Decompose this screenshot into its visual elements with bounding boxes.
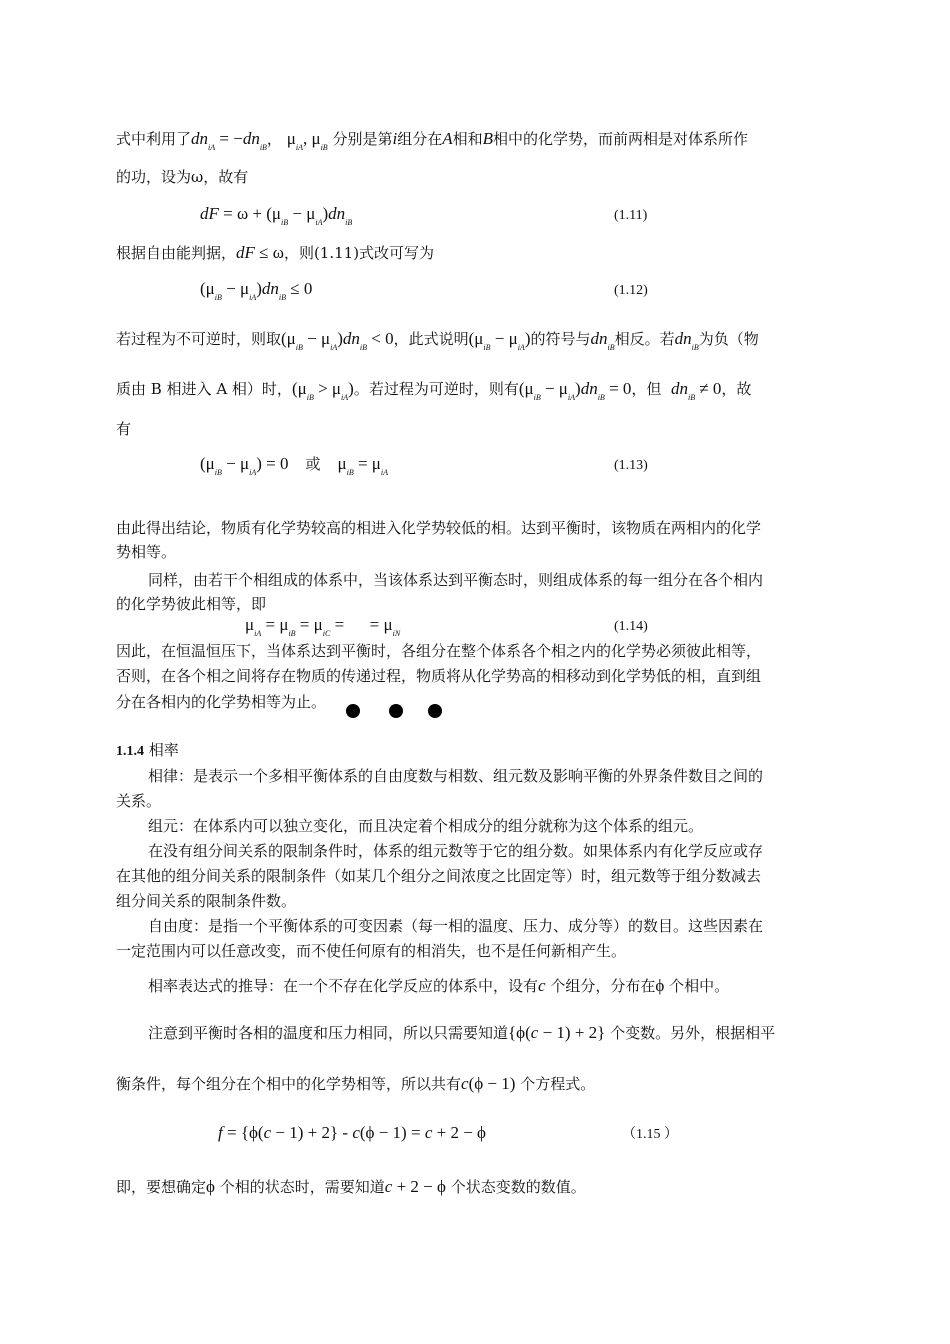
text-line: 根据自由能判据，dF ≤ ω，则(1.11)式改可写为 <box>116 243 435 262</box>
text: 相中的化学势，而前两相是对体系所作 <box>493 130 749 148</box>
text-line: 的功，设为ω，故有 <box>116 168 249 186</box>
section-number: 1.1.4 <box>116 744 144 759</box>
text-line: 一定范围内可以任意改变，而不使任何原有的相消失，也不是任何新相产生。 <box>116 942 627 960</box>
dots-decoration <box>346 704 446 720</box>
text: 个相中。 <box>669 977 730 995</box>
text-line: 在没有组分间关系的限制条件时，体系的组元数等于它的组分数。如果体系内有化学反应或存 <box>148 842 764 860</box>
text: 或 <box>305 455 321 473</box>
text: 个组分，分布在 <box>550 977 656 995</box>
text: 个相的状态时，需要知道 <box>219 1178 385 1196</box>
equation-number: (1.14) <box>614 619 648 634</box>
text: 相和 <box>452 130 483 148</box>
text-line: 衡条件，每个组分在个相中的化学势相等，所以共有c(ϕ − 1) 个方程式。 <box>116 1074 596 1093</box>
equation: $(\mu_{iB} - \mu_{iA})dn_{iB} \le 0$ <box>200 279 313 302</box>
text-line: 自由度：是指一个平衡体系的可变因素（每一相的温度、压力、成分等）的数目。这些因素在 <box>148 917 764 935</box>
dot <box>389 704 403 718</box>
text: 个状态变数的数值。 <box>450 1178 586 1196</box>
equation-number: （1.15 ） <box>622 1127 678 1142</box>
text: 衡条件，每个组分在个相中的化学势相等，所以共有 <box>116 1075 462 1093</box>
text: 若过程为不可逆时，则取 <box>116 330 282 348</box>
text: 个变数。另外，根据相平 <box>610 1024 776 1042</box>
text: 式中利用了 <box>116 130 192 148</box>
text-line: 质由 B 相进入 A 相）时，$(\mu_{iB} > \mu_{iA})$。若过程为可逆时，则有$(\mu_{iB} - \mu_{iA})dn_{iB} = 0$，但 $dn_{iB} \ne 0$，故 <box>116 379 752 402</box>
text: 即，要想确定 <box>116 1178 207 1196</box>
text-line: 关系。 <box>116 792 162 810</box>
text: 相反。若 <box>614 330 675 348</box>
text-line: 即，要想确定ϕ 个相的状态时，需要知道c + 2 − ϕ 个状态变数的数值。 <box>116 1177 586 1196</box>
text: ，但 <box>631 380 662 398</box>
dot <box>346 704 360 718</box>
text: 分别是第 <box>332 130 393 148</box>
equation: dF = $\omega + (\mu_{iB} - \mu_{iA})dn_{iB}$ <box>200 204 353 227</box>
equation-number: (1.12) <box>614 283 648 298</box>
text: 注意到平衡时各相的温度和压力相同，所以只需要知道 <box>148 1024 509 1042</box>
text-line: 势相等。 <box>116 543 177 561</box>
text: ， <box>266 130 282 148</box>
text-line: 注意到平衡时各相的温度和压力相同，所以只需要知道{ϕ(c − 1) + 2} 个变数。另外，根据相平 <box>148 1023 776 1042</box>
text-line: 因此，在恒温恒压下，当体系达到平衡时，各组分在整个体系各个相之内的化学势必须彼此相等， <box>116 642 762 660</box>
text: 的符号与 <box>530 330 591 348</box>
equation: f = {ϕ(c − 1) + 2} - c(ϕ − 1) = c + 2 − ϕ <box>218 1123 486 1142</box>
section-title: 相率 <box>148 741 179 759</box>
text-line: 若过程为不可逆时，则取$(\mu_{iB} - \mu_{iA})dn_{iB} < 0$，此式说明$(\mu_{iB} - \mu_{iA})$的符号与$dn_{iB}$相反。若$dn_{iB}$为负（物 <box>116 329 759 352</box>
text-line: 同样，由若干个相组成的体系中，当该体系达到平衡态时，则组成体系的每一组分在各个相内 <box>148 571 764 589</box>
text: 根据自由能判据， <box>116 244 237 262</box>
text-line: 由此得出结论，物质有化学势较高的相进入化学势较低的相。达到平衡时，该物质在两相内的化学 <box>116 519 762 537</box>
section-heading <box>116 740 179 762</box>
equation: $(\mu_{iB} - \mu_{iA}) = 0$ 或 $\mu_{iB} = \mu_{iA}$ <box>200 454 389 477</box>
text-line: 组元：在体系内可以独立变化，而且决定着个相成分的组分就称为这个体系的组元。 <box>148 817 704 835</box>
text: ，此式说明 <box>393 330 469 348</box>
text-line: 的化学势彼此相等，即 <box>116 595 267 613</box>
text: 相率表达式的推导：在一个不存在化学反应的体系中，设有 <box>148 977 539 995</box>
text-line: 有 <box>116 420 132 438</box>
text: 。若过程为可逆时，则有 <box>353 380 519 398</box>
text-line: 相律：是表示一个多相平衡体系的自由度数与相数、组元数及影响平衡的外界条件数目之间的 <box>148 767 764 785</box>
text: 个方程式。 <box>520 1075 596 1093</box>
text-line: 否则，在各个相之间将存在物质的传递过程，物质将从化学势高的相移动到化学势低的相，直到组 <box>116 667 762 685</box>
text-line: 分在各相内的化学势相等为止。 <box>116 693 327 711</box>
text: ，故 <box>721 380 752 398</box>
dot <box>428 704 442 718</box>
equation-number: (1.11) <box>614 208 648 223</box>
text: 组分在 <box>397 130 443 148</box>
equation: $\mu_{iA} = \mu_{iB} = \mu_{iC}$ = = $\mu_{iN}$ <box>245 615 401 638</box>
text-line: 在其他的组分间关系的限制条件（如某几个组分之间浓度之比固定等）时，组元数等于组分数减去 <box>116 867 762 885</box>
text-line: 式中利用了$dn_{iA} = -dn_{iB}$， $\mu_{iA}$, $\mu_{iB}$ 分别是第i组分在A相和B相中的化学势，而前两相是对体系所作 <box>116 129 749 152</box>
text: 质由 B 相进入 A 相）时， <box>116 380 292 398</box>
text-line: 相率表达式的推导：在一个不存在化学反应的体系中，设有c 个组分，分布在ϕ 个相中。 <box>148 976 730 995</box>
text: 为负（物 <box>698 330 759 348</box>
equation-number: (1.13) <box>614 458 648 473</box>
text-line: 组分间关系的限制条件数。 <box>116 892 297 910</box>
text: ，则(1.11)式改可写为 <box>283 244 435 262</box>
